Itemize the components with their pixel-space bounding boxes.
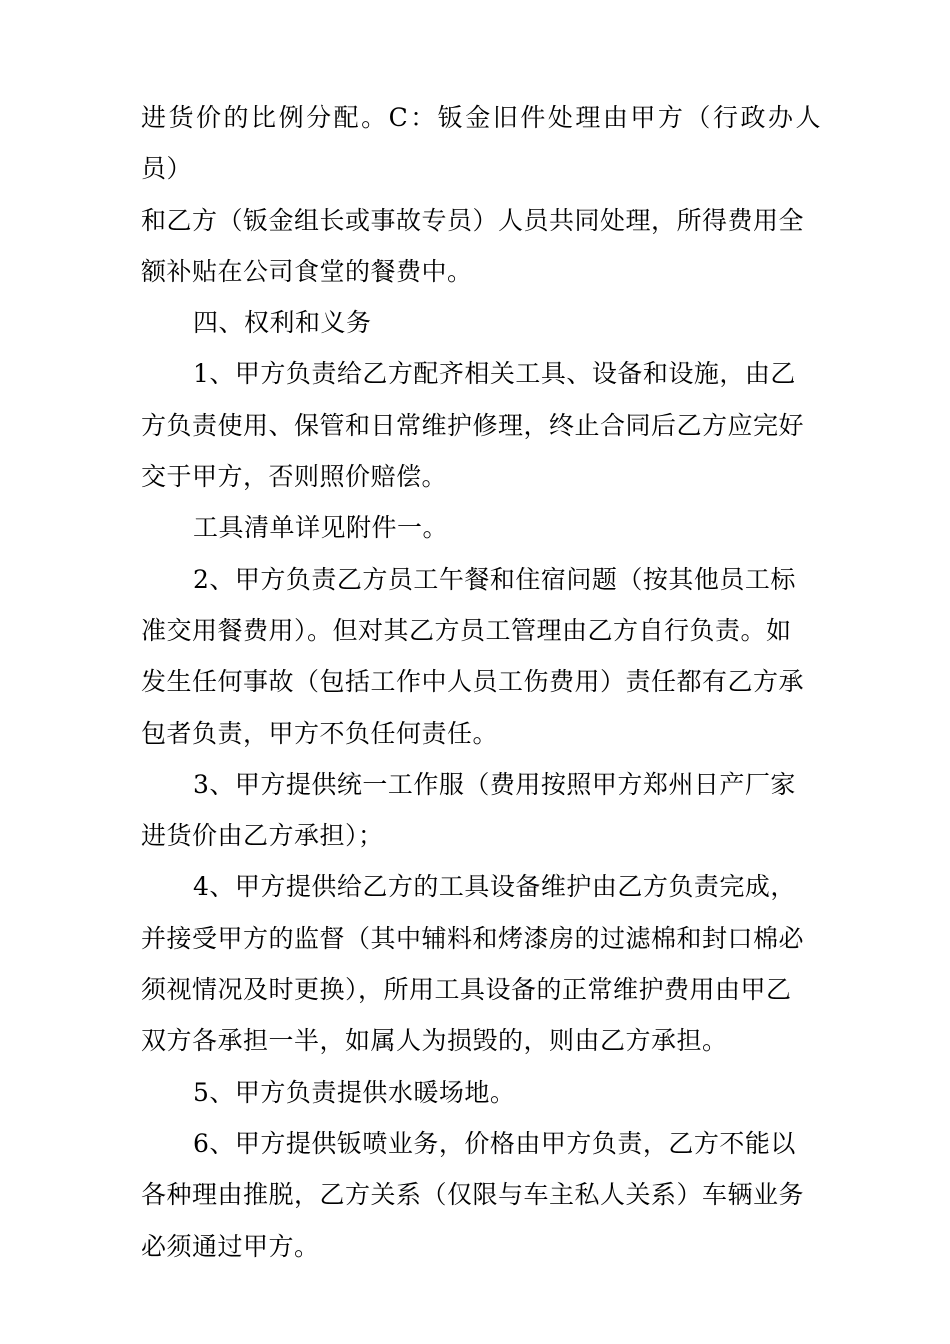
section-heading-rights-obligations: 四、权利和义务 (193, 308, 372, 338)
clause-6: 6、甲方提供钣喷业务，价格由甲方负责，乙方不能以 各种理由推脱，乙方关系（仅限与车主私人关系）车辆业务 必须通过甲方。 (141, 1128, 805, 1261)
paragraph-continuation: 进货价的比例分配。C：钣金旧件处理由甲方（行政办人员） 和乙方（钣金组长或事故专员）人员共同处理，所得费用全 额补贴在公司食堂的餐费中。 (141, 103, 821, 286)
clause-2: 2、甲方负责乙方员工午餐和住宿问题（按其他员工标 准交用餐费用）。但对其乙方员工管理由乙方自行负责。如 发生任何事故（包括工作中人员工伤费用）责任都有乙方承 包者负责，甲方不负任何责任。 (141, 564, 805, 748)
clause-1: 1、甲方负责给乙方配齐相关工具、设备和设施，由乙 方负责使用、保管和日常维护修理，终止合同后乙方应完好 交于甲方，否则照价赔偿。 (141, 359, 805, 492)
tool-list-note: 工具清单详见附件一。 (193, 513, 449, 543)
clause-3: 3、甲方提供统一工作服（费用按照甲方郑州日产厂家 进货价由乙方承担）； (141, 769, 796, 851)
document-body (141, 92, 821, 1272)
clause-4: 4、甲方提供给乙方的工具设备维护由乙方负责完成， 并接受甲方的监督（其中辅料和烤漆房的过滤棉和封口棉必 须视情况及时更换），所用工具设备的正常维护费用由甲乙 双方各承担一半，如属人为损毁的，则由乙方承担。 (141, 872, 805, 1056)
clause-5: 5、甲方负责提供水暖场地。 (193, 1077, 516, 1107)
